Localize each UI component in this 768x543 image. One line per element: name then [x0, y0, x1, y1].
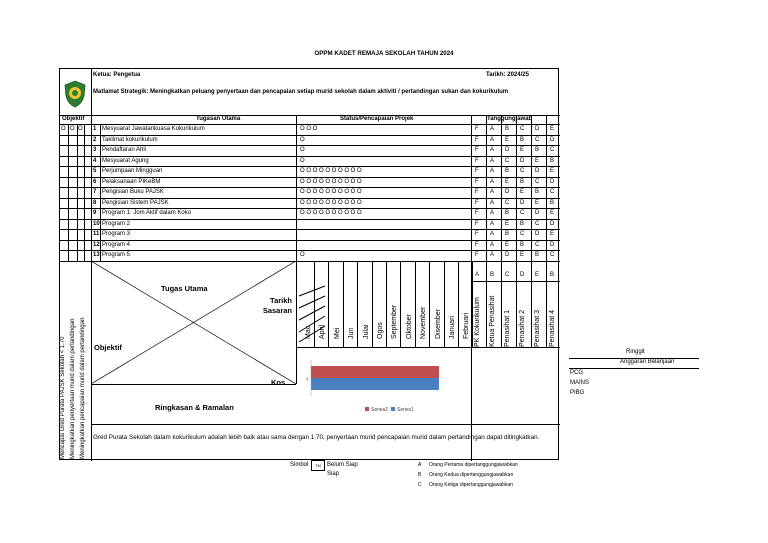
month-label: Ogos	[377, 322, 384, 339]
task-name: Pendaftaran Ahli	[102, 147, 147, 153]
task-status: O O O O O O O O O O	[300, 199, 362, 206]
obj-mark: O	[78, 126, 83, 132]
task-responsible: F	[475, 136, 479, 143]
task-responsible: E	[550, 168, 555, 174]
status-header: Status/Pencapaian Projek	[340, 116, 414, 122]
legend-key: B	[418, 472, 422, 478]
legend-swatch	[365, 407, 369, 411]
task-responsible: E	[535, 199, 540, 206]
ketua-label: Ketua: Pengetua	[93, 72, 141, 78]
month-label: April	[319, 324, 327, 339]
resp-letter: D	[520, 272, 525, 278]
chart-tick-label: 1	[306, 376, 309, 381]
task-name: Pengisian Buku PAJSK	[102, 189, 164, 195]
task-number: 12	[93, 241, 100, 248]
obj-mark: O	[70, 126, 75, 132]
task-number: 1	[93, 126, 97, 132]
task-responsible: B	[535, 147, 540, 153]
resp-role: Penasihat 2	[519, 310, 526, 347]
ringgit-label: Ringgit	[626, 349, 645, 355]
siap-label: Siap	[327, 471, 340, 477]
month-label: Julai	[362, 324, 370, 339]
task-name: Pelaksanaan PIKeBM	[102, 178, 161, 185]
resp-letter: E	[535, 272, 540, 278]
month-divider	[429, 261, 430, 347]
resp-role: PK Kokurikulum	[474, 297, 481, 347]
row-divider	[60, 250, 560, 251]
task-responsible: A	[490, 252, 495, 258]
task-responsible: F	[475, 147, 479, 153]
task-status: O O O O O O O O O O	[300, 189, 362, 195]
left-objective-1: Mencapai Gred Purata PAJSK Sekolah < 1.70	[60, 336, 66, 459]
month-divider	[444, 261, 445, 347]
task-responsible: B	[505, 231, 510, 237]
month-divider	[328, 261, 329, 347]
task-name: Mesyuarat Jawatankuasa Kokurikulum	[102, 126, 205, 132]
month-label: Jun	[348, 327, 356, 339]
task-responsible: A	[490, 210, 495, 216]
task-responsible: F	[475, 157, 479, 164]
month-divider	[415, 261, 416, 347]
task-responsible: C	[505, 157, 510, 164]
cost-chart	[297, 348, 471, 418]
task-responsible: D	[535, 126, 540, 132]
task-responsible: E	[550, 126, 555, 132]
task-responsible: B	[520, 136, 525, 143]
task-number: 8	[93, 199, 97, 206]
task-responsible: A	[490, 168, 495, 174]
month-divider	[314, 261, 315, 347]
legend-key: C	[418, 482, 422, 488]
task-responsible: E	[535, 157, 540, 164]
task-responsible: F	[475, 178, 479, 185]
month-divider	[343, 261, 344, 347]
task-responsible: B	[550, 157, 555, 164]
task-responsible: A	[490, 126, 495, 132]
resp-role: Penasihat 3	[534, 310, 541, 347]
task-responsible: B	[505, 210, 510, 216]
task-responsible: A	[490, 241, 495, 248]
oppm-frame	[59, 68, 559, 460]
task-responsible: C	[535, 136, 540, 143]
left-objective-2: Meningkatkan penyertaan murid dalam pertandingan	[70, 318, 76, 459]
task-responsible: F	[475, 241, 479, 248]
month-label: Disember	[434, 309, 442, 339]
task-responsible: F	[475, 168, 479, 174]
task-responsible: B	[520, 241, 525, 248]
school-logo	[63, 80, 87, 108]
month-label: Mac	[305, 325, 312, 339]
task-number: 4	[93, 157, 97, 164]
ringkasan-label: Ringkasan & Ramalan	[155, 403, 234, 412]
task-responsible: C	[550, 189, 555, 195]
task-number: 2	[93, 136, 97, 143]
task-status: O	[300, 252, 305, 258]
task-responsible: E	[520, 252, 525, 258]
tm-box: TM	[311, 460, 325, 471]
task-responsible: C	[520, 210, 525, 216]
task-name: Pengisian Sistem PAJSK	[102, 199, 169, 206]
task-responsible: C	[520, 168, 525, 174]
task-responsible: F	[475, 199, 479, 206]
task-responsible: D	[520, 199, 525, 206]
task-number: 13	[93, 252, 100, 258]
simbol-label: Simbol	[290, 462, 309, 468]
task-responsible: E	[505, 241, 510, 248]
task-responsible: C	[520, 126, 525, 132]
legend-text: Orang Ketiga dipertanggungjawabkan	[429, 482, 513, 488]
task-responsible: F	[475, 126, 479, 132]
chart-bar-series2	[311, 366, 439, 378]
task-responsible: B	[505, 126, 510, 132]
legend-key: A	[418, 462, 422, 468]
task-responsible: A	[490, 220, 495, 227]
task-responsible: F	[475, 252, 479, 258]
task-responsible: D	[505, 147, 510, 153]
task-responsible: D	[520, 157, 525, 164]
task-responsible: C	[535, 178, 540, 185]
resp-letter: C	[505, 272, 510, 278]
task-responsible: A	[490, 189, 495, 195]
task-responsible: A	[490, 136, 495, 143]
chart-bar-series1	[311, 378, 439, 390]
obj-mark: O	[61, 126, 66, 132]
month-label: Januari	[449, 316, 456, 339]
month-label: November	[420, 306, 428, 339]
resp-letter: B	[550, 272, 555, 278]
resp-letter: A	[475, 272, 480, 278]
task-responsible: E	[550, 231, 555, 237]
task-number: 11	[93, 231, 100, 237]
task-responsible: C	[520, 231, 525, 237]
tarikh-label: Tarikh: 2024/25	[486, 72, 529, 78]
task-responsible: A	[490, 157, 495, 164]
task-responsible: C	[505, 199, 510, 206]
task-responsible: C	[550, 252, 555, 258]
row-divider	[60, 240, 560, 241]
task-name: Program 3	[102, 231, 131, 237]
legend-text: Orang Kedua dipertanggungjawabkan	[429, 472, 514, 478]
tarikh-sasaran-label: Tarikh Sasaran	[262, 296, 292, 315]
month-divider	[386, 261, 387, 347]
resp-role: Ketua Penasihat	[489, 295, 496, 347]
resp-divider	[516, 261, 517, 347]
task-responsible: A	[490, 231, 495, 237]
task-responsible: B	[520, 178, 525, 185]
task-number: 5	[93, 168, 97, 174]
belum-siap-label: Belum Siap	[327, 462, 358, 468]
task-number: 3	[93, 147, 97, 153]
task-responsible: E	[505, 136, 510, 143]
legend-swatch	[391, 407, 395, 411]
month-divider	[357, 261, 358, 347]
task-status: O	[300, 147, 305, 153]
task-responsible: D	[535, 210, 540, 216]
task-responsible: F	[475, 231, 479, 237]
task-responsible: B	[535, 252, 540, 258]
task-responsible: B	[535, 189, 540, 195]
task-responsible: D	[535, 231, 540, 237]
task-responsible: E	[520, 147, 525, 153]
task-number: 6	[93, 178, 97, 185]
legend-label: Series1	[397, 407, 414, 413]
month-label: Februari	[463, 312, 471, 339]
tanggung-header: Tanggungjawab	[487, 116, 533, 122]
task-responsible: E	[550, 210, 555, 216]
task-responsible: F	[475, 189, 479, 195]
month-label: September	[391, 304, 399, 339]
document-title: OPPM KADET REMAJA SEKOLAH TAHUN 2024	[314, 50, 454, 57]
task-responsible: E	[505, 220, 510, 227]
task-number: 9	[93, 210, 97, 216]
resp-divider	[531, 261, 532, 347]
task-status: O O O O O O O O O O	[300, 168, 362, 174]
objektif-header: Objektif	[62, 116, 85, 122]
task-responsible: A	[490, 178, 495, 185]
task-responsible: D	[550, 241, 555, 248]
task-responsible: D	[550, 136, 555, 143]
task-responsible: A	[490, 199, 495, 206]
month-label: Mei	[333, 327, 341, 339]
task-name: Program 4	[102, 241, 131, 248]
task-responsible: A	[490, 147, 495, 153]
task-status: O	[300, 157, 305, 164]
task-name: Perjumpaan Mingguan	[102, 168, 163, 174]
task-responsible: D	[535, 168, 540, 174]
cost-chart-svg	[297, 348, 471, 418]
month-label: Oktober	[405, 314, 413, 339]
task-responsible: C	[535, 241, 540, 248]
left-objective-3: Meningkatkan pencapaian murid dalam pertandingan	[80, 317, 86, 459]
tugasan-header: Tugasan Utama	[196, 116, 241, 122]
task-responsible: D	[550, 220, 555, 227]
task-status: O O O O O O O O O O	[300, 210, 362, 216]
task-number: 10	[93, 220, 100, 227]
task-status: O O O	[300, 126, 318, 132]
task-name: Program 1: Jom Aktif dalam Koko	[102, 210, 192, 216]
resp-role: Penasihat 1	[504, 310, 511, 347]
resp-divider	[486, 261, 487, 347]
task-status: O O O O O O O O O O	[300, 178, 362, 185]
resp-role: Penasihat 4	[549, 310, 556, 347]
legend-text: Orang Pertama dipertanggungjawabkan	[429, 462, 518, 468]
task-name: Program 5	[102, 252, 131, 258]
task-responsible: D	[550, 178, 555, 185]
objektif-label: Objektif	[94, 343, 122, 352]
month-divider	[458, 261, 459, 347]
task-name: Taklimat kokurikulum	[102, 136, 158, 143]
task-responsible: F	[475, 220, 479, 227]
tugas-utama-label: Tugas Utama	[161, 284, 208, 293]
task-responsible: E	[520, 189, 525, 195]
task-name: Mesyuarat Agung	[102, 157, 149, 164]
task-responsible: D	[505, 189, 510, 195]
task-number: 7	[93, 189, 97, 195]
resp-divider	[501, 261, 502, 347]
matlamat-strategik: Matlamat Strategik: Meningkatkan peluang penyertaan dan pencapaian setiap murid sekolah dalam aktiviti / pertandingan sukan dan kokurikulum	[93, 89, 509, 95]
task-responsible: F	[475, 210, 479, 216]
task-status: O	[300, 136, 305, 143]
task-responsible: D	[505, 252, 510, 258]
task-responsible: B	[550, 199, 555, 206]
summary-text: Gred Purata Sekolah dalam kokurikulum adalah lebih baik atau sama dengan 1.70, penyertaan murid pencapaian murid dalam pertandingan dapat ditingkatkan.	[93, 434, 540, 441]
task-responsible: E	[505, 178, 510, 185]
month-divider	[372, 261, 373, 347]
budget-row: MAINS	[570, 380, 590, 386]
row-divider	[60, 229, 560, 230]
budget-row: PCG	[570, 370, 584, 376]
budget-row: PIBG	[570, 390, 585, 396]
task-responsible: C	[535, 220, 540, 227]
row-divider	[60, 219, 560, 220]
x-matrix	[91, 261, 296, 384]
resp-letter: B	[490, 272, 495, 278]
task-name: Program 2	[102, 220, 131, 227]
kos-label: Kos	[271, 378, 286, 387]
task-responsible: B	[520, 220, 525, 227]
month-divider	[400, 261, 401, 347]
task-responsible: C	[550, 147, 555, 153]
budget-title: Anggaran Belanjaan	[620, 359, 675, 365]
resp-divider	[546, 261, 547, 347]
task-responsible: B	[505, 168, 510, 174]
legend-label: Series2	[371, 407, 388, 413]
